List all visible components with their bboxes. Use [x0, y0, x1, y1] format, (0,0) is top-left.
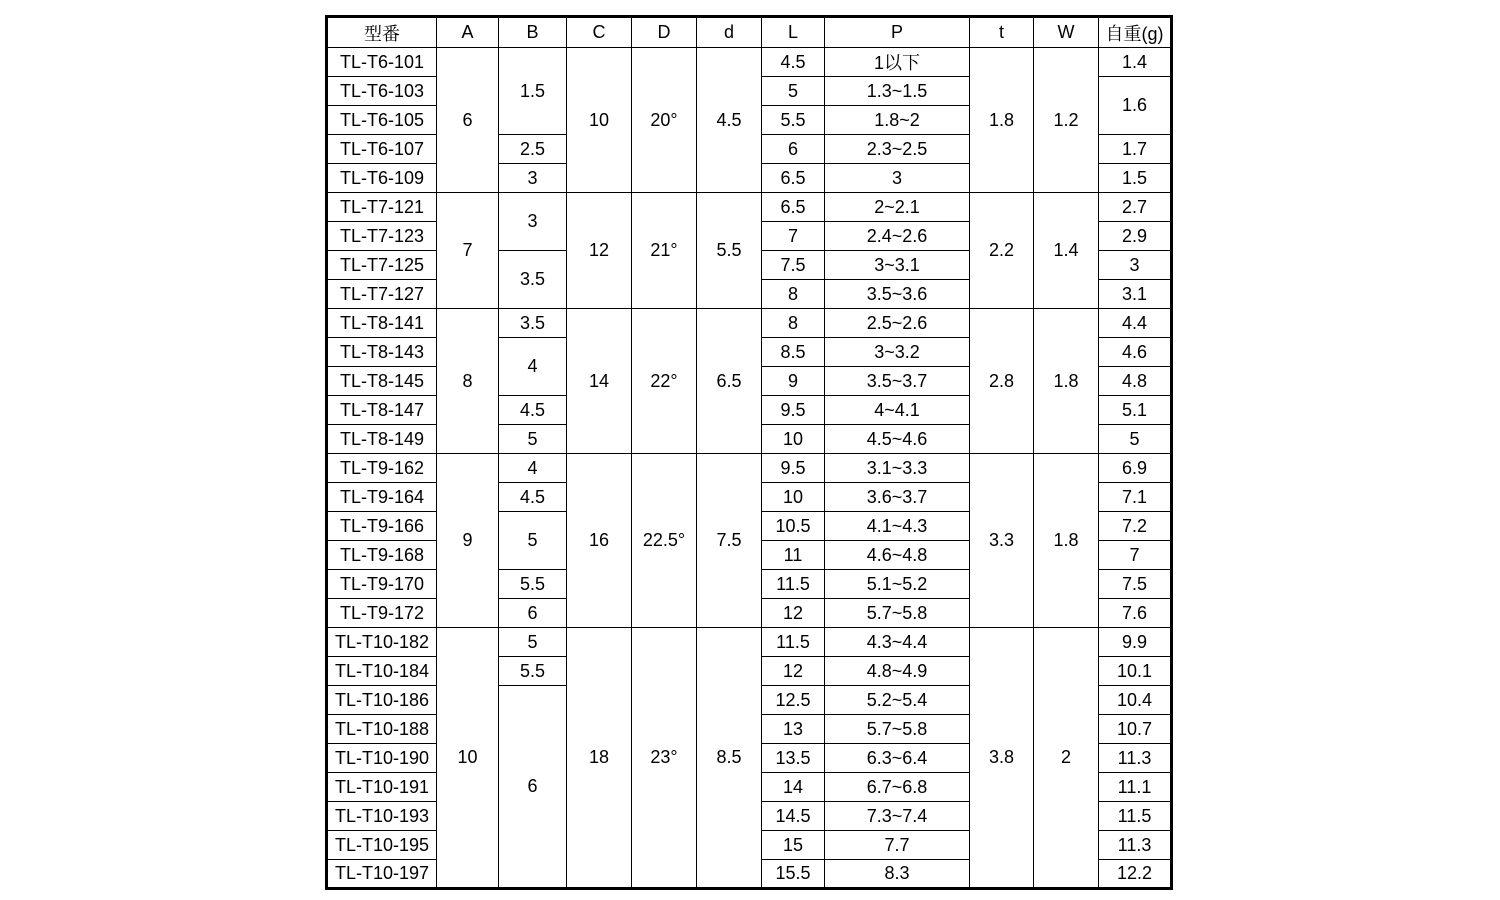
b-cell: 3.5 — [499, 251, 567, 309]
header-d-angle: D — [632, 17, 697, 48]
model-cell: TL-T7-123 — [327, 222, 437, 251]
header-weight: 自重(g) — [1099, 17, 1172, 48]
l-cell: 12.5 — [762, 686, 825, 715]
p-cell: 2~2.1 — [825, 193, 970, 222]
a-cell: 6 — [437, 48, 499, 193]
table-row — [327, 48, 1172, 77]
l-cell: 10 — [762, 425, 825, 454]
c-cell: 16 — [567, 454, 632, 628]
model-cell: TL-T9-164 — [327, 483, 437, 512]
p-cell: 4.3~4.4 — [825, 628, 970, 657]
model-cell: TL-T10-190 — [327, 744, 437, 773]
d-angle-cell: 20° — [632, 48, 697, 193]
c-cell: 12 — [567, 193, 632, 309]
weight-cell: 9.9 — [1099, 628, 1172, 657]
b-cell: 1.5 — [499, 48, 567, 135]
l-cell: 11.5 — [762, 628, 825, 657]
header-b: B — [499, 17, 567, 48]
l-cell: 5.5 — [762, 106, 825, 135]
t-cell: 2.2 — [970, 193, 1034, 309]
weight-cell: 11.1 — [1099, 773, 1172, 802]
model-cell: TL-T9-166 — [327, 512, 437, 541]
l-cell: 13.5 — [762, 744, 825, 773]
b-cell: 4 — [499, 338, 567, 396]
weight-cell: 2.7 — [1099, 193, 1172, 222]
a-cell: 7 — [437, 193, 499, 309]
p-cell: 3 — [825, 164, 970, 193]
model-cell: TL-T10-188 — [327, 715, 437, 744]
l-cell: 6 — [762, 135, 825, 164]
model-cell: TL-T10-191 — [327, 773, 437, 802]
header-model: 型番 — [327, 17, 437, 48]
t-cell: 2.8 — [970, 309, 1034, 454]
p-cell: 8.3 — [825, 860, 970, 889]
model-cell: TL-T9-162 — [327, 454, 437, 483]
b-cell: 4.5 — [499, 483, 567, 512]
model-cell: TL-T10-184 — [327, 657, 437, 686]
b-cell: 5.5 — [499, 570, 567, 599]
l-cell: 4.5 — [762, 48, 825, 77]
p-cell: 5.2~5.4 — [825, 686, 970, 715]
b-cell: 5 — [499, 628, 567, 657]
weight-cell: 11.3 — [1099, 831, 1172, 860]
l-cell: 5 — [762, 77, 825, 106]
p-cell: 4.6~4.8 — [825, 541, 970, 570]
model-cell: TL-T10-193 — [327, 802, 437, 831]
weight-cell: 7.2 — [1099, 512, 1172, 541]
p-cell: 7.3~7.4 — [825, 802, 970, 831]
p-cell: 1以下 — [825, 48, 970, 77]
t-cell: 1.8 — [970, 48, 1034, 193]
p-cell: 4.8~4.9 — [825, 657, 970, 686]
model-cell: TL-T8-147 — [327, 396, 437, 425]
l-cell: 12 — [762, 657, 825, 686]
table-row — [327, 454, 1172, 483]
model-cell: TL-T8-141 — [327, 309, 437, 338]
p-cell: 2.5~2.6 — [825, 309, 970, 338]
model-cell: TL-T9-172 — [327, 599, 437, 628]
weight-cell: 10.7 — [1099, 715, 1172, 744]
l-cell: 14 — [762, 773, 825, 802]
c-cell: 14 — [567, 309, 632, 454]
table-row — [327, 628, 1172, 657]
weight-cell: 4.4 — [1099, 309, 1172, 338]
l-cell: 8.5 — [762, 338, 825, 367]
weight-cell: 7.5 — [1099, 570, 1172, 599]
c-cell: 10 — [567, 48, 632, 193]
model-cell: TL-T6-109 — [327, 164, 437, 193]
p-cell: 4~4.1 — [825, 396, 970, 425]
model-cell: TL-T9-168 — [327, 541, 437, 570]
model-cell: TL-T6-107 — [327, 135, 437, 164]
weight-cell: 1.5 — [1099, 164, 1172, 193]
l-cell: 8 — [762, 309, 825, 338]
l-cell: 13 — [762, 715, 825, 744]
model-cell: TL-T8-149 — [327, 425, 437, 454]
weight-cell: 12.2 — [1099, 860, 1172, 889]
w-cell: 2 — [1034, 628, 1099, 889]
b-cell: 2.5 — [499, 135, 567, 164]
b-cell: 4.5 — [499, 396, 567, 425]
a-cell: 8 — [437, 309, 499, 454]
d-angle-cell: 22.5° — [632, 454, 697, 628]
p-cell: 3~3.2 — [825, 338, 970, 367]
weight-cell: 10.4 — [1099, 686, 1172, 715]
w-cell: 1.8 — [1034, 454, 1099, 628]
weight-cell: 1.6 — [1099, 77, 1172, 135]
weight-cell: 4.8 — [1099, 367, 1172, 396]
l-cell: 10 — [762, 483, 825, 512]
model-cell: TL-T10-197 — [327, 860, 437, 889]
b-cell: 3 — [499, 193, 567, 251]
b-cell: 4 — [499, 454, 567, 483]
d-dia-cell: 8.5 — [697, 628, 762, 889]
w-cell: 1.4 — [1034, 193, 1099, 309]
header-a: A — [437, 17, 499, 48]
p-cell: 4.1~4.3 — [825, 512, 970, 541]
weight-cell: 6.9 — [1099, 454, 1172, 483]
model-cell: TL-T10-186 — [327, 686, 437, 715]
header-d-dia: d — [697, 17, 762, 48]
p-cell: 3.6~3.7 — [825, 483, 970, 512]
p-cell: 3.5~3.7 — [825, 367, 970, 396]
b-cell: 3 — [499, 164, 567, 193]
b-cell: 5.5 — [499, 657, 567, 686]
p-cell: 6.7~6.8 — [825, 773, 970, 802]
model-cell: TL-T6-105 — [327, 106, 437, 135]
model-cell: TL-T10-195 — [327, 831, 437, 860]
weight-cell: 7.1 — [1099, 483, 1172, 512]
weight-cell: 3 — [1099, 251, 1172, 280]
table-row — [327, 193, 1172, 222]
header-l: L — [762, 17, 825, 48]
l-cell: 15 — [762, 831, 825, 860]
a-cell: 10 — [437, 628, 499, 889]
l-cell: 11.5 — [762, 570, 825, 599]
weight-cell: 5 — [1099, 425, 1172, 454]
l-cell: 7 — [762, 222, 825, 251]
weight-cell: 5.1 — [1099, 396, 1172, 425]
spec-table-container — [325, 15, 1173, 890]
l-cell: 12 — [762, 599, 825, 628]
p-cell: 3.5~3.6 — [825, 280, 970, 309]
p-cell: 3~3.1 — [825, 251, 970, 280]
d-dia-cell: 6.5 — [697, 309, 762, 454]
p-cell: 7.7 — [825, 831, 970, 860]
l-cell: 6.5 — [762, 164, 825, 193]
spec-table — [325, 15, 1173, 890]
l-cell: 8 — [762, 280, 825, 309]
model-cell: TL-T7-121 — [327, 193, 437, 222]
p-cell: 3.1~3.3 — [825, 454, 970, 483]
p-cell: 2.3~2.5 — [825, 135, 970, 164]
weight-cell: 11.3 — [1099, 744, 1172, 773]
l-cell: 7.5 — [762, 251, 825, 280]
l-cell: 9 — [762, 367, 825, 396]
p-cell: 5.1~5.2 — [825, 570, 970, 599]
weight-cell: 7.6 — [1099, 599, 1172, 628]
model-cell: TL-T10-182 — [327, 628, 437, 657]
model-cell: TL-T7-125 — [327, 251, 437, 280]
weight-cell: 3.1 — [1099, 280, 1172, 309]
weight-cell: 1.7 — [1099, 135, 1172, 164]
l-cell: 14.5 — [762, 802, 825, 831]
d-angle-cell: 22° — [632, 309, 697, 454]
weight-cell: 2.9 — [1099, 222, 1172, 251]
header-c: C — [567, 17, 632, 48]
b-cell: 6 — [499, 599, 567, 628]
d-angle-cell: 23° — [632, 628, 697, 889]
model-cell: TL-T8-145 — [327, 367, 437, 396]
l-cell: 9.5 — [762, 454, 825, 483]
header-p: P — [825, 17, 970, 48]
w-cell: 1.8 — [1034, 309, 1099, 454]
d-angle-cell: 21° — [632, 193, 697, 309]
model-cell: TL-T6-101 — [327, 48, 437, 77]
b-cell: 5 — [499, 425, 567, 454]
p-cell: 5.7~5.8 — [825, 599, 970, 628]
p-cell: 6.3~6.4 — [825, 744, 970, 773]
d-dia-cell: 4.5 — [697, 48, 762, 193]
d-dia-cell: 5.5 — [697, 193, 762, 309]
d-dia-cell: 7.5 — [697, 454, 762, 628]
l-cell: 10.5 — [762, 512, 825, 541]
b-cell: 5 — [499, 512, 567, 570]
weight-cell: 4.6 — [1099, 338, 1172, 367]
l-cell: 15.5 — [762, 860, 825, 889]
l-cell: 9.5 — [762, 396, 825, 425]
b-cell: 6 — [499, 686, 567, 889]
header-t: t — [970, 17, 1034, 48]
model-cell: TL-T6-103 — [327, 77, 437, 106]
model-cell: TL-T8-143 — [327, 338, 437, 367]
weight-cell: 1.4 — [1099, 48, 1172, 77]
model-cell: TL-T9-170 — [327, 570, 437, 599]
a-cell: 9 — [437, 454, 499, 628]
p-cell: 1.3~1.5 — [825, 77, 970, 106]
w-cell: 1.2 — [1034, 48, 1099, 193]
header-row — [327, 17, 1172, 48]
p-cell: 1.8~2 — [825, 106, 970, 135]
table-row — [327, 309, 1172, 338]
weight-cell: 11.5 — [1099, 802, 1172, 831]
t-cell: 3.3 — [970, 454, 1034, 628]
p-cell: 4.5~4.6 — [825, 425, 970, 454]
l-cell: 11 — [762, 541, 825, 570]
c-cell: 18 — [567, 628, 632, 889]
b-cell: 3.5 — [499, 309, 567, 338]
p-cell: 2.4~2.6 — [825, 222, 970, 251]
t-cell: 3.8 — [970, 628, 1034, 889]
model-cell: TL-T7-127 — [327, 280, 437, 309]
header-w: W — [1034, 17, 1099, 48]
weight-cell: 10.1 — [1099, 657, 1172, 686]
p-cell: 5.7~5.8 — [825, 715, 970, 744]
l-cell: 6.5 — [762, 193, 825, 222]
weight-cell: 7 — [1099, 541, 1172, 570]
